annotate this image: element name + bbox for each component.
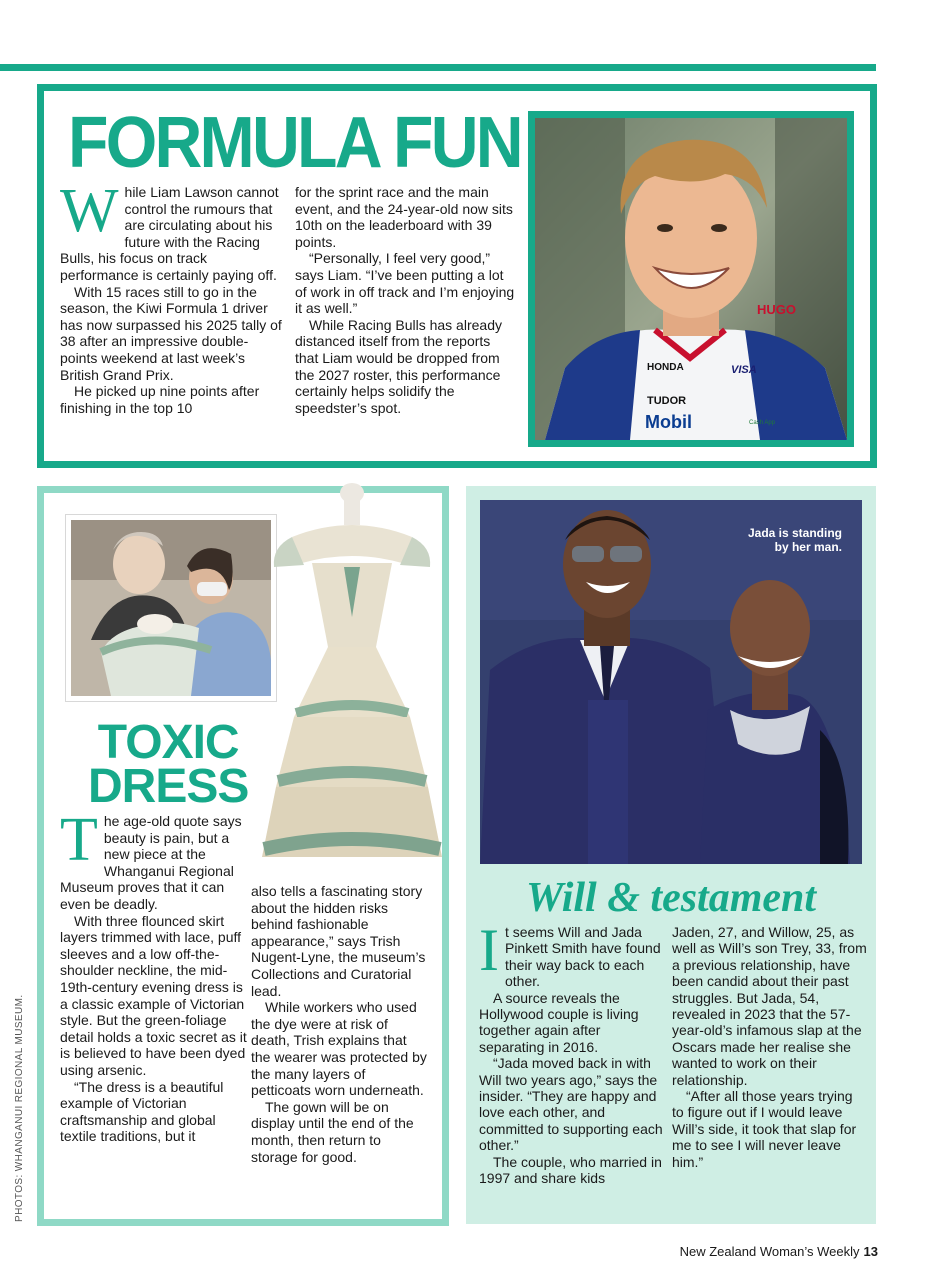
mobil-logo: Mobil: [645, 412, 692, 432]
story-paragraph: With three flounced skirt layers trimmed with lace, puff sleeves and a low off-the-shoulder neckline, the mid-19th-century evening dress is a classic example of Victorian style. But the green-foliage detail holds a toxic secret as it is believed to have been dyed using arsenic.: [60, 912, 247, 1078]
cashapp-logo: Cash App: [749, 420, 776, 426]
drop-cap: T: [60, 806, 98, 874]
story-headline: Will & testament: [525, 875, 817, 921]
story-paragraph: With 15 races still to go in the season, the Kiwi Formula 1 driver has now surpassed his 2025 tally of 38 after an impressive double-points weekend at last week’s British Grand Prix.: [60, 283, 282, 383]
photo-credit: PHOTOS: WHANGANUI REGIONAL MUSEUM.: [14, 994, 25, 1222]
hugo-logo: HUGO: [757, 302, 796, 317]
story-paragraph: He picked up nine points after finishing in the top 10: [60, 383, 260, 416]
story-column-2: [251, 883, 427, 1165]
story-column-2: [672, 924, 868, 1170]
honda-logo: HONDA: [647, 362, 684, 373]
story-headline: TOXIC DRESS: [88, 716, 249, 813]
top-rule: [0, 64, 876, 71]
tudor-logo: TUDOR: [647, 395, 687, 407]
publication-name: New Zealand Woman’s Weekly: [679, 1244, 860, 1259]
story-paragraph: A source reveals the Hollywood couple is living together again after separating in 2016.: [479, 989, 639, 1055]
story-column-1: [60, 177, 282, 416]
story-paragraph: The gown will be on display until the end of the month, then return to storage for good.: [251, 1098, 414, 1165]
story-column-1: [60, 806, 250, 1145]
story-paragraph: “Personally, I feel very good,” says Liam. “I’ve been putting a lot of work in off track and I’m enjoying it as well.”: [295, 250, 515, 317]
story-column-2: [295, 184, 517, 416]
visa-logo: VISA: [731, 364, 757, 376]
story-paragraph: for the sprint race and the main event, and the 24-year-old now sits 10th on the leaderboard with 39 points.: [295, 184, 513, 250]
page-number: 13: [863, 1244, 878, 1259]
victorian-dress-image: [252, 477, 452, 877]
formula-fun-story: [37, 84, 877, 468]
story-paragraph: “The dress is a beautiful example of Victorian craftsmanship and global textile traditions, but it: [60, 1078, 224, 1145]
story-paragraph: While Liam Lawson cannot control the rumours that are circulating about his future with the Racing Bulls, his focus on track performance is certainly paying off.: [60, 177, 279, 283]
story-paragraph: The couple, who married in 1997 and share kids: [479, 1153, 662, 1187]
will-jada-photo: [480, 500, 862, 864]
page-footer: [680, 1244, 878, 1259]
story-paragraph: Jaden, 27, and Willow, 25, as well as Will’s son Trey, 33, from a previous relationship, have been candid about their past struggles. But Jada, 54, revealed in 2023 that the 57-year-old’s infamous slap at the Oscars made her realise she wanted to work on their relationship.: [672, 924, 867, 1088]
liam-lawson-photo: [528, 111, 854, 447]
drop-cap: W: [60, 177, 119, 245]
story-paragraph: It seems Will and Jada Pinkett Smith have found their way back to each other.: [479, 917, 661, 990]
story-paragraph: While workers who used the dye were at risk of death, Trish explains that the wearer was protected by the many layers of petticoats worn underneath.: [251, 999, 427, 1099]
conservators-photo: [66, 515, 276, 701]
story-paragraph: “Jada moved back in with Will two years ago,” says the insider. “They are happy and love each other, and committed to supporting each other.”: [479, 1055, 663, 1154]
will-testament-story: [466, 486, 876, 1224]
story-headline: FORMULA FUN: [68, 103, 521, 183]
toxic-dress-story: [37, 486, 449, 1226]
story-paragraph: “After all those years trying to figure out if I would leave Will’s side, it took that slap for me to see I will never leave him.”: [672, 1088, 857, 1170]
story-paragraph: The age-old quote says beauty is pain, but a new piece at the Whanganui Regional Museum proves that it can even be deadly.: [60, 806, 242, 912]
story-paragraph: also tells a fascinating story about the hidden risks behind fashionable appearance,” says Trish Nugent-Lyne, the museum’s Collections and Curatorial lead.: [251, 883, 426, 999]
story-column-1: [479, 917, 663, 1187]
drop-cap: I: [479, 917, 499, 983]
photo-caption: Jada is standing by her man.: [747, 526, 842, 554]
story-paragraph: While Racing Bulls has already distanced itself from the reports that Liam would be dropped from the 2027 roster, this performance certainly helps solidify the speedster’s spot.: [295, 316, 502, 416]
